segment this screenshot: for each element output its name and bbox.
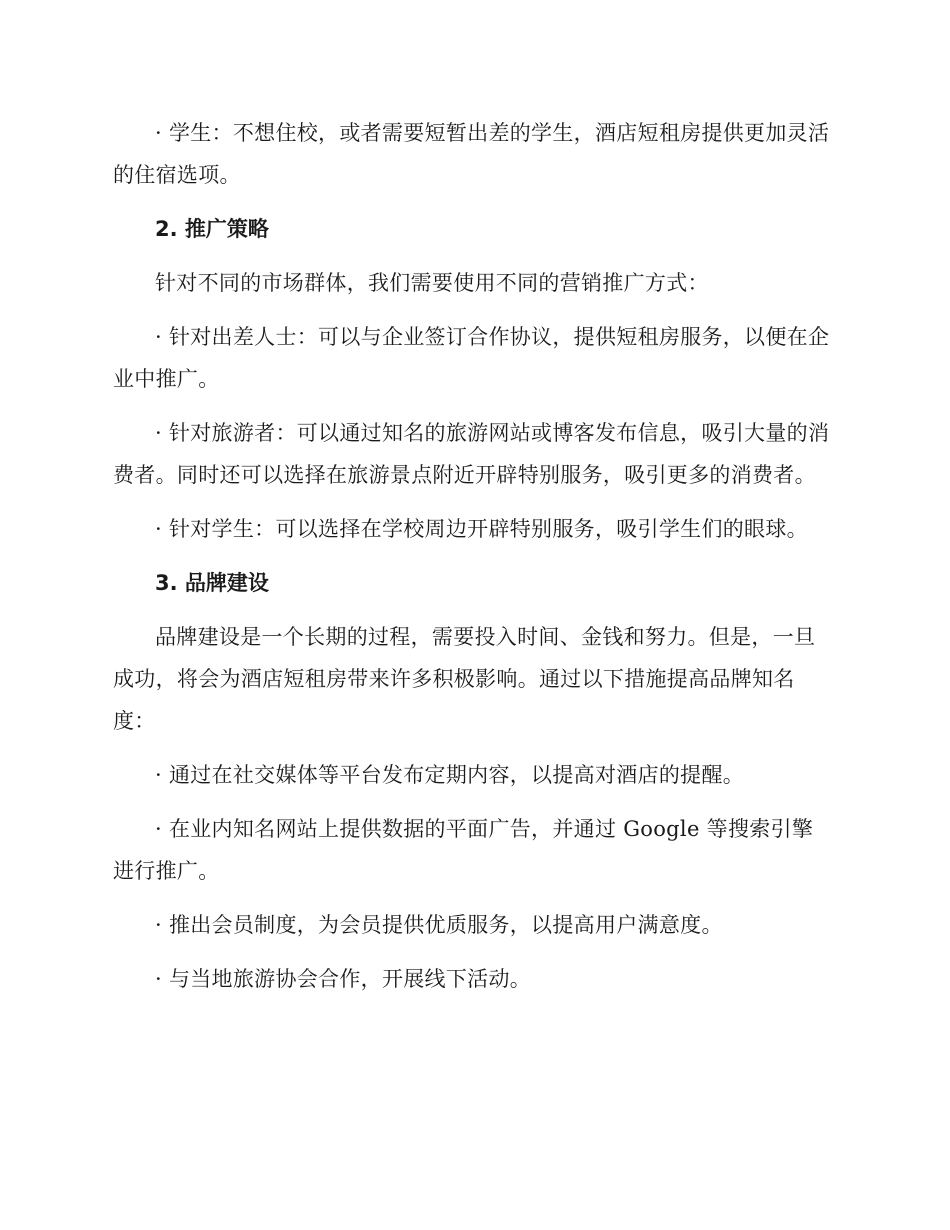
section-heading-branding: 3. 品牌建设 [155,571,269,595]
paragraph-tourism-association: · 与当地旅游协会合作，开展线下活动。 [155,967,532,991]
section-heading-promotion: 2. 推广策略 [155,217,269,241]
paragraph-students-promotion: · 针对学生：可以选择在学校周边开辟特别服务，吸引学生们的眼球。 [155,517,808,541]
paragraph-business-travelers: · 针对出差人士：可以与企业签订合作协议，提供短租房服务，以便在企业中推广。 [113,325,830,391]
paragraph-promotion-intro: 针对不同的市场群体，我们需要使用不同的营销推广方式： [155,271,709,295]
paragraph-students: · 学生：不想住校，或者需要短暂出差的学生，酒店短租房提供更加灵活的住宿选项。 [113,121,830,187]
paragraph-advertising: · 在业内知名网站上提供数据的平面广告，并通过 Google 等搜索引擎进行推广。 [113,817,814,883]
paragraph-membership: · 推出会员制度，为会员提供优质服务，以提高用户满意度。 [155,913,723,937]
paragraph-tourists: · 针对旅游者：可以通过知名的旅游网站或博客发布信息，吸引大量的消费者。同时还可以选择在旅游景点附近开辟特别服务，吸引更多的消费者。 [113,421,830,487]
document-body [113,112,831,1000]
paragraph-branding-intro: 品牌建设是一个长期的过程，需要投入时间、金钱和努力。但是，一旦成功，将会为酒店短租房带来许多积极影响。通过以下措施提高品牌知名度： [113,625,816,733]
paragraph-social-media: · 通过在社交媒体等平台发布定期内容，以提高对酒店的提醒。 [155,763,745,787]
